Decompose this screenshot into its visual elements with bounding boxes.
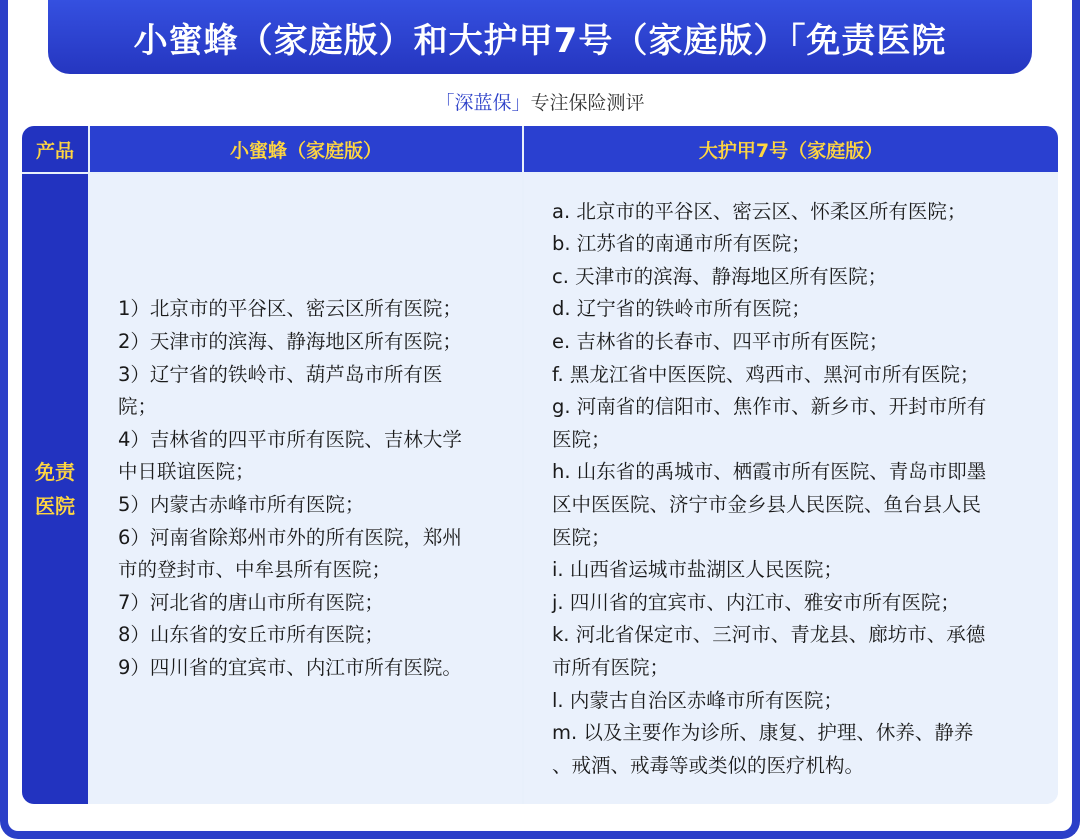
list-item: f. 黑龙江省中医医院、鸡西市、黑河市所有医院；	[552, 362, 980, 386]
list-item: h. 山东省的禹城市、栖霞市所有医院、青岛市即墨	[552, 460, 987, 484]
list-item: l. 内蒙古自治区赤峰市所有医院；	[552, 688, 843, 712]
list-item: b. 江苏省的南通市所有医院；	[552, 232, 811, 256]
xiaomifeng-hospital-list	[118, 293, 462, 684]
list-item: 医院；	[552, 525, 611, 549]
list-item: 中日联谊医院；	[118, 460, 255, 484]
list-item: 院；	[118, 395, 158, 419]
list-item: c. 天津市的滨海、静海地区所有医院；	[552, 264, 888, 288]
list-item: 7）河北省的唐山市所有医院；	[118, 590, 384, 614]
list-item: 5）内蒙古赤峰市所有医院；	[118, 493, 365, 516]
subtitle	[0, 88, 1080, 115]
header-product: 产品	[22, 126, 88, 172]
header-xiaomifeng: 小蜜蜂（家庭版）	[90, 126, 522, 172]
subtitle-tagline: 专注保险测评	[530, 92, 645, 114]
list-item: 6）河南省除郑州市外的所有医院，郑州	[118, 525, 462, 549]
list-item: g. 河南省的信阳市、焦作市、新乡市、开封市所有	[552, 395, 987, 419]
list-item: e. 吉林省的长春市、四平市所有医院；	[552, 330, 889, 354]
list-item: 市的登封市、中牟县所有医院；	[118, 558, 392, 582]
dahujia-hospital-list	[552, 196, 986, 783]
cell-xiaomifeng-hospitals	[90, 174, 522, 804]
page-title: 小蜜蜂（家庭版）和大护甲7号（家庭版）「免责医院	[48, 0, 1032, 74]
list-item: 1）北京市的平谷区、密云区所有医院；	[118, 297, 462, 321]
list-item: 医院；	[552, 427, 611, 451]
list-item: 2）天津市的滨海、静海地区所有医院；	[118, 330, 462, 354]
row-label-line: 免责	[35, 460, 75, 484]
list-item: 区中医医院、济宁市金乡县人民医院、鱼台县人民	[552, 493, 982, 516]
list-item: i. 山西省运城市盐湖区人民医院；	[552, 558, 843, 582]
list-item: m. 以及主要作为诊所、康复、护理、休养、静养	[552, 721, 974, 745]
cell-dahujia-hospitals	[524, 174, 1058, 804]
list-item: 8）山东省的安丘市所有医院；	[118, 623, 384, 647]
list-item: k. 河北省保定市、三河市、青龙县、廊坊市、承德	[552, 623, 986, 647]
header-dahujia: 大护甲7号（家庭版）	[524, 126, 1058, 172]
subtitle-brand: 「深蓝保」	[435, 92, 531, 114]
row-label-exempt-hospitals	[22, 174, 88, 804]
comparison-table	[22, 126, 1058, 804]
list-item: d. 辽宁省的铁岭市所有医院；	[552, 297, 811, 321]
list-item: a. 北京市的平谷区、密云区、怀柔区所有医院；	[552, 199, 967, 223]
list-item: 9）四川省的宜宾市、内江市所有医院。	[118, 655, 462, 679]
list-item: j. 四川省的宜宾市、内江市、雅安市所有医院；	[552, 590, 960, 614]
list-item: 市所有医院；	[552, 655, 670, 679]
list-item: 、戒酒、戒毒等或类似的医疗机构。	[552, 753, 865, 777]
list-item: 4）吉林省的四平市所有医院、吉林大学	[118, 427, 462, 451]
row-label-line: 医院	[35, 494, 75, 518]
list-item: 3）辽宁省的铁岭市、葫芦岛市所有医	[118, 362, 443, 386]
